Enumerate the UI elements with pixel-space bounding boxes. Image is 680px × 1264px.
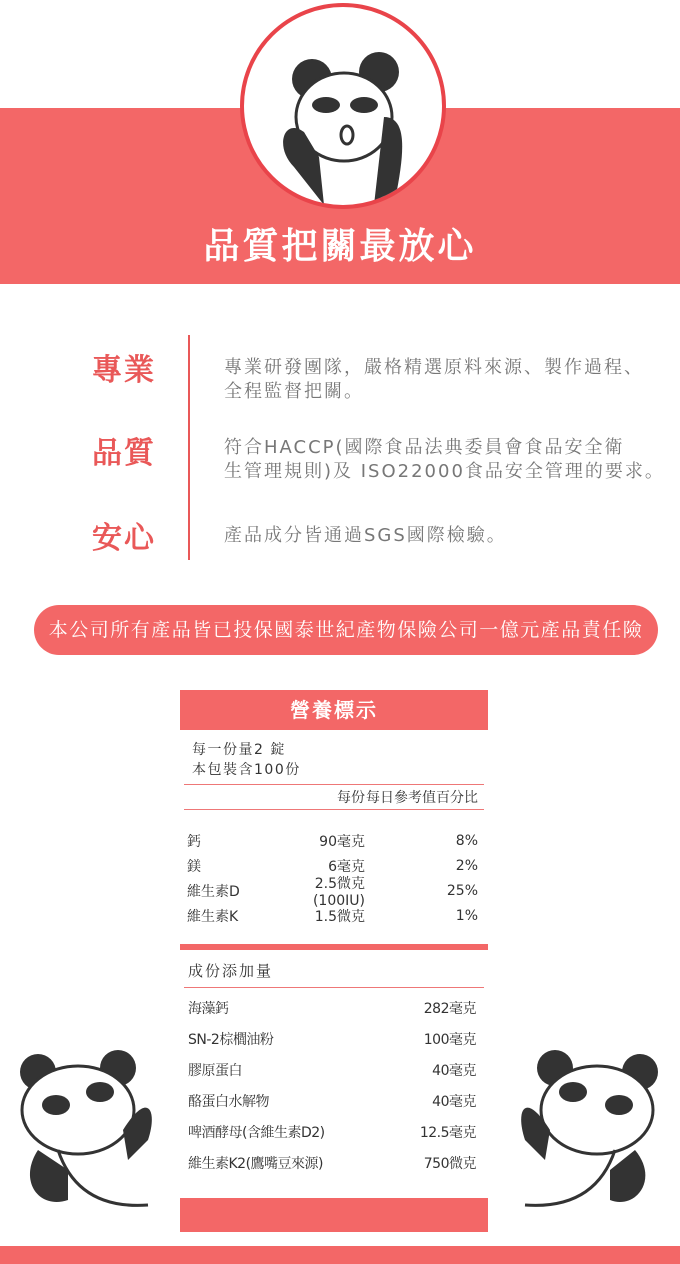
- additive-amount: 40毫克: [432, 1093, 476, 1110]
- nutrient-pct: 25%: [446, 882, 478, 899]
- nutrient-pct: 1%: [455, 907, 478, 924]
- footer-bar: [180, 1198, 488, 1232]
- nutrition-title: 營養標示: [180, 690, 488, 730]
- additive-row: [180, 1023, 488, 1054]
- nutrient-row: [180, 828, 488, 853]
- page-title: 品質把關最放心: [203, 226, 477, 267]
- desc-quality: [224, 436, 665, 484]
- desc-line: 專業研發團隊，嚴格精選原料來源、製作過程、: [224, 357, 644, 378]
- desc-professional: [224, 356, 644, 404]
- additive-amount: 282毫克: [423, 1000, 476, 1017]
- desc-line: 全程監督把關。: [224, 381, 364, 402]
- divider: [188, 335, 190, 560]
- nutrient-row: [180, 875, 488, 909]
- label-quality: 品質: [92, 436, 156, 471]
- nutrient-amount: 90毫克: [319, 833, 365, 850]
- additive-name: SN-2棕櫚油粉: [188, 1031, 274, 1048]
- additive-row: [180, 1147, 488, 1178]
- col-per-serving: 每份: [337, 790, 365, 806]
- panda-thinking-icon: [244, 7, 442, 205]
- package-servings: 本包裝含100份: [192, 762, 301, 778]
- additive-amount: 100毫克: [423, 1031, 476, 1048]
- nutrient-pct: 8%: [455, 832, 478, 849]
- label-assurance: 安心: [92, 521, 156, 556]
- additive-name: 酪蛋白水解物: [188, 1093, 269, 1110]
- additive-amount: 40毫克: [432, 1062, 476, 1079]
- panda-waving-left-icon: [8, 1050, 158, 1210]
- nutrient-amount: 1.5微克: [314, 908, 365, 925]
- desc-line: 生管理規則)及 ISO22000食品安全管理的要求。: [224, 461, 665, 482]
- additive-amount: 12.5毫克: [419, 1124, 476, 1141]
- desc-line: 符合HACCP(國際食品法典委員會食品安全衛: [224, 437, 625, 458]
- additive-row: [180, 1085, 488, 1116]
- additive-name: 維生素K2(鷹嘴豆來源): [188, 1155, 324, 1172]
- additive-title: 成份添加量: [188, 962, 274, 980]
- col-daily-value: 每日參考值百分比: [366, 790, 478, 806]
- serving-size: 每一份量2 錠: [192, 742, 286, 758]
- additive-name: 海藻鈣: [188, 1000, 229, 1017]
- panda-waving-right-icon: [515, 1050, 665, 1210]
- additive-row: [180, 1054, 488, 1085]
- additive-amount: 750微克: [423, 1155, 476, 1172]
- nutrient-amount: 6毫克: [328, 858, 365, 875]
- nutrition-table: [180, 690, 488, 1232]
- insurance-banner: 本公司所有產品皆已投保國泰世紀產物保險公司一億元產品責任險: [34, 605, 658, 655]
- additive-row: [180, 1116, 488, 1147]
- nutrient-name: 鎂: [187, 858, 201, 875]
- nutrient-name: 鈣: [187, 833, 201, 850]
- nutrient-row: [180, 903, 488, 928]
- panda-mascot-circle: [240, 3, 446, 209]
- nutrient-pct: 2%: [455, 857, 478, 874]
- nutrient-name: 維生素K: [187, 908, 239, 925]
- nutrient-name: 維生素D: [187, 883, 240, 900]
- additive-row: [180, 992, 488, 1023]
- footer-bar: [0, 1246, 680, 1264]
- nutrient-amount: 2.5微克(100IU): [312, 875, 365, 909]
- desc-assurance: 產品成分皆通過SGS國際檢驗。: [224, 525, 507, 546]
- additive-name: 啤酒酵母(含維生素D2): [188, 1124, 325, 1141]
- additive-name: 膠原蛋白: [188, 1062, 242, 1079]
- label-professional: 專業: [92, 353, 156, 388]
